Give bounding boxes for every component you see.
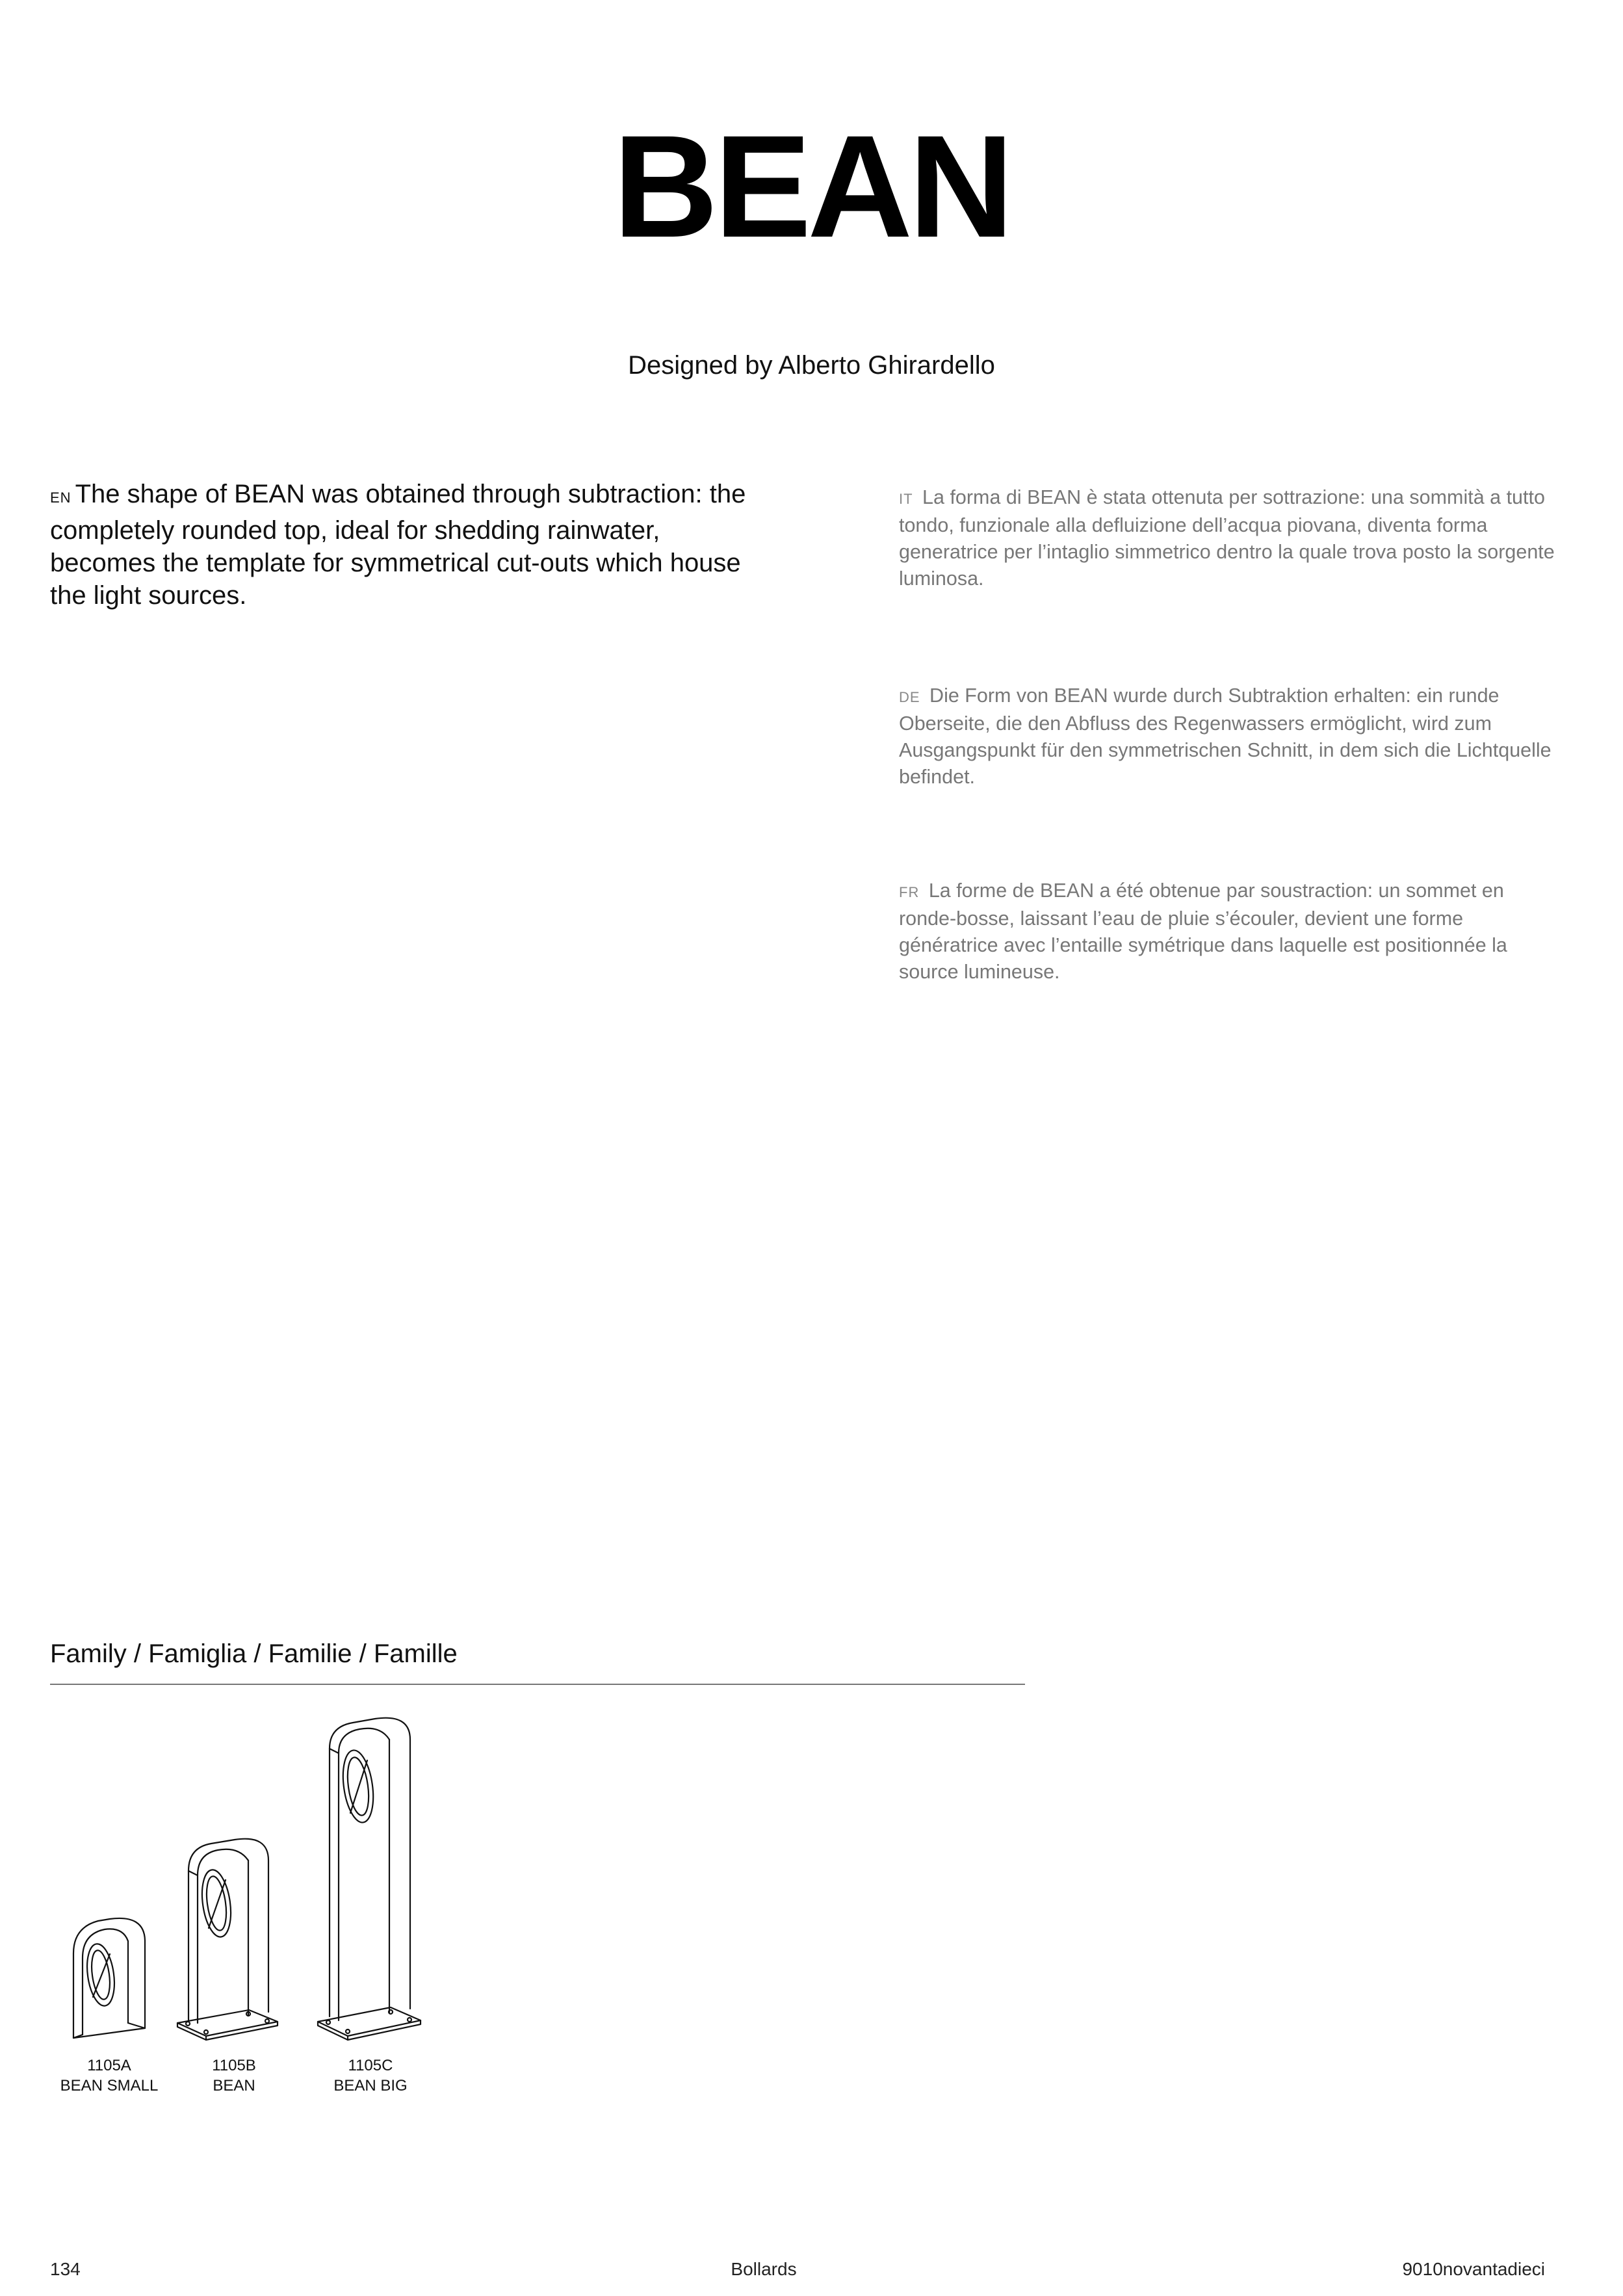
designer-credit: Designed by Alberto Ghirardello [628,351,995,380]
description-fr-text: La forme de BEAN a été obtenue par soustraction: un sommet en ronde-bosse, laissant l’eau de pluie s’écouler, devient une forme génératrice avec l’entaille symétrique dans laquelle est positionnée la source lumineuse. [899,880,1507,983]
product-label-big [292,2055,448,2096]
product-code: 1105A [87,2057,131,2074]
family-divider [50,1684,1025,1685]
bollard-small-drawing [73,1918,145,2038]
description-de-text: Die Form von BEAN wurde durch Subtraktion erhalten: ein runde Oberseite, die den Abfluss des Regenwassers ermöglicht, wird zum Ausgangspunkt für den symmetrischen Schnitt, in dem sich die Lichtquelle befindet. [899,685,1552,788]
product-name: BEAN SMALL [60,2077,159,2094]
footer-brand: 9010novantadieci [1402,2259,1545,2279]
lang-code-fr: FR [899,884,920,900]
description-it [899,484,1562,592]
bollard-big-drawing [318,1718,421,2040]
lang-code-en: EN [50,489,71,506]
description-en [50,478,759,612]
description-de [899,683,1562,790]
product-name: BEAN [213,2077,255,2094]
description-en-text: The shape of BEAN was obtained through subtraction: the completely rounded top, ideal for shedding rainwater, becomes the template for symmetrical cut-outs which house the light sources. [50,480,746,610]
product-code: 1105C [348,2057,393,2074]
description-fr [899,878,1562,985]
family-heading: Family / Famiglia / Familie / Famille [50,1639,458,1668]
product-code: 1105B [212,2057,256,2074]
page-title: BEAN [613,105,1010,268]
product-label-medium [156,2055,312,2096]
bollard-medium-drawing [177,1839,278,2040]
footer-section: Bollards [731,2259,797,2279]
footer-page-number: 134 [50,2259,81,2279]
product-name: BEAN BIG [333,2077,408,2094]
family-line-drawing [50,1716,453,2054]
description-it-text: La forma di BEAN è stata ottenuta per sottrazione: una sommità a tutto tondo, funzionale alla defluizione dell’acqua piovana, diventa forma generatrice per l’intaglio simmetrico dentro la quale trova posto la sorgente luminosa. [899,486,1555,590]
lang-code-de: DE [899,689,920,705]
lang-code-it: IT [899,491,913,507]
